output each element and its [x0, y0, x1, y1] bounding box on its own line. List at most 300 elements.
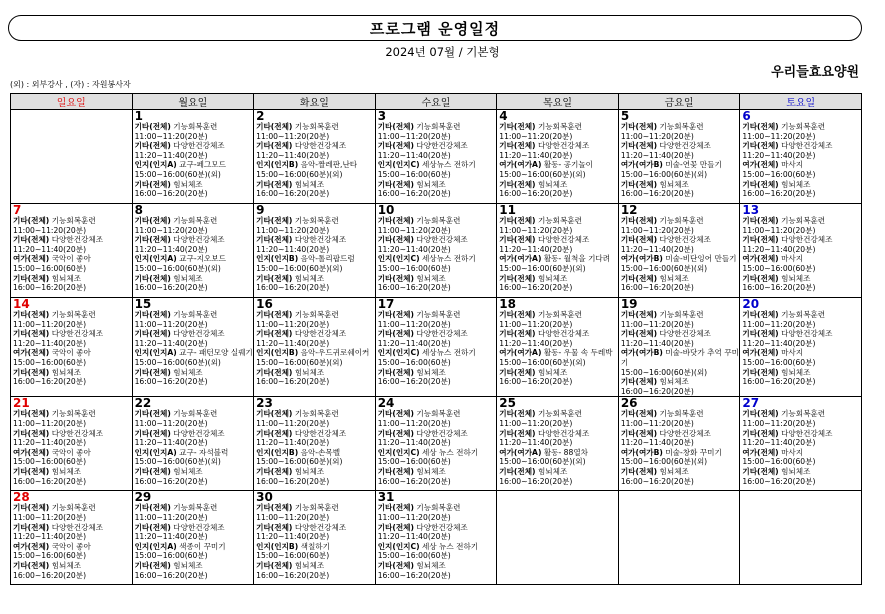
event-category: 기타(전체) [134, 310, 171, 319]
event-category: 여가(전체) [13, 447, 50, 457]
event-category: 기타(전체) [256, 179, 293, 189]
event-time: 15:00~16:00(60분)(외) [134, 263, 221, 273]
event-category: 기타(전체) [499, 310, 536, 319]
day-number: 7 [13, 203, 22, 217]
program-event [499, 448, 618, 467]
event-time: 11:20~11:40(20분) [13, 338, 87, 348]
event-name: 국악이 좋아 [51, 254, 91, 264]
program-event [378, 503, 497, 522]
event-name: 기능회복훈련 [51, 409, 96, 419]
program-event [256, 254, 375, 273]
event-time: 11:00~11:20(20분) [256, 512, 330, 522]
program-event [135, 141, 254, 160]
event-time: 16:00~16:20(20분) [499, 476, 573, 486]
event-name: 기능회복훈련 [781, 216, 826, 225]
event-time: 15:00~16:00(60분)(외) [620, 169, 708, 179]
event-name: 다양한건강체조 [537, 141, 590, 151]
event-time: 11:00~11:20(20분) [134, 225, 208, 235]
event-name: 음악-손목벨 [300, 447, 341, 457]
event-name: 기능회복훈련 [659, 409, 704, 419]
program-event [742, 467, 861, 486]
program-event [256, 310, 375, 329]
event-category: 기타(전체) [499, 466, 536, 476]
event-name: 힘뇌체조 [51, 273, 82, 283]
event-time: 15:00~16:00(60분)(외) [499, 169, 586, 179]
event-time: 16:00~16:20(20분) [13, 377, 87, 387]
legend-note: (외) : 외부강사 , (자) : 자원봉사자 [10, 80, 131, 89]
event-category: 여가(여가A) [499, 348, 542, 358]
event-name: 활동- 공기놀이 [543, 160, 594, 170]
program-event [135, 329, 254, 348]
event-category: 기타(전체) [256, 216, 293, 225]
day-cell [132, 491, 254, 585]
day-cell [132, 298, 254, 397]
day-number: 12 [620, 203, 638, 217]
event-category: 기타(전체) [134, 216, 171, 225]
event-time: 11:00~11:20(20분) [256, 225, 330, 235]
program-event [499, 122, 618, 141]
event-time: 11:00~11:20(20분) [377, 319, 451, 329]
program-event [135, 542, 254, 561]
calendar-body [11, 110, 862, 585]
event-name: 힘뇌체조 [781, 273, 811, 283]
event-category: 여가(여가B) [620, 160, 663, 170]
event-time: 11:00~11:20(20분) [742, 319, 816, 329]
event-time: 11:00~11:20(20분) [620, 319, 694, 329]
event-category: 기타(전체) [256, 409, 293, 419]
event-time: 11:00~11:20(20분) [499, 131, 573, 141]
program-event [135, 448, 254, 467]
program-event [256, 429, 375, 448]
program-event [256, 122, 375, 141]
day-number: 15 [134, 297, 152, 311]
program-event [499, 141, 618, 160]
day-cell [254, 110, 376, 204]
day-number [621, 491, 740, 503]
event-name: 다양한건강체조 [659, 235, 711, 245]
event-name: 힘뇌체조 [51, 466, 82, 476]
program-event [378, 254, 497, 273]
program-event [13, 274, 132, 293]
event-time: 11:20~11:40(20분) [742, 244, 816, 254]
program-event [256, 542, 375, 561]
program-event [256, 467, 375, 486]
program-event [621, 377, 740, 396]
program-event [13, 409, 132, 428]
event-time: 11:20~11:40(20분) [256, 150, 330, 160]
event-category: 기타(전체) [377, 310, 414, 319]
program-event [378, 448, 497, 467]
day-cell [254, 298, 376, 397]
event-category: 기타(전체) [742, 428, 779, 438]
program-event [13, 467, 132, 486]
program-event [13, 329, 132, 348]
event-time: 11:20~11:40(20분) [620, 244, 694, 254]
event-time: 11:00~11:20(20분) [620, 418, 694, 428]
event-name: 다양한건강체조 [416, 522, 468, 532]
day-cell [618, 298, 740, 397]
event-time: 11:20~11:40(20분) [256, 338, 330, 348]
day-number [13, 110, 132, 122]
event-name: 기능회복훈련 [659, 122, 704, 131]
program-event [135, 429, 254, 448]
event-category: 인지(인지C) [377, 348, 420, 358]
event-category: 기타(전체) [134, 329, 171, 339]
event-category: 기타(전체) [134, 503, 171, 513]
program-event [378, 467, 497, 486]
event-time: 11:00~11:20(20분) [742, 418, 816, 428]
event-category: 기타(전체) [377, 235, 414, 245]
event-name: 힘뇌체조 [537, 466, 568, 476]
program-event [742, 180, 861, 199]
day-cell [618, 204, 740, 298]
event-name: 마사지 [781, 348, 804, 358]
program-event [135, 348, 254, 367]
event-time: 16:00~16:20(20분) [256, 377, 330, 387]
event-category: 기타(전체) [13, 367, 50, 377]
program-event [499, 160, 618, 179]
event-name: 힘뇌체조 [173, 466, 203, 476]
day-cell [740, 204, 862, 298]
day-number: 3 [377, 109, 387, 123]
day-number: 29 [134, 490, 152, 505]
event-category: 기타(전체) [13, 560, 50, 570]
program-event [256, 141, 375, 160]
program-event [13, 368, 132, 387]
event-name: 다양한건강체조 [537, 235, 590, 245]
program-event [742, 216, 861, 235]
program-event [256, 448, 375, 467]
event-time: 15:00~16:00(60분)(외) [620, 263, 708, 273]
day-cell [497, 298, 619, 397]
event-category: 기타(전체) [742, 141, 779, 151]
weekday-header-fri: 금요일 [618, 94, 740, 110]
event-name: 다양한건강체조 [781, 141, 833, 151]
day-cell [132, 397, 254, 491]
program-event [13, 503, 132, 522]
event-category: 여가(여가A) [499, 160, 542, 170]
event-name: 기능회복훈련 [173, 503, 218, 513]
day-cell [375, 110, 497, 204]
event-category: 인지(인지A) [134, 254, 177, 264]
event-time: 15:00~16:00(60분)(외) [134, 357, 221, 367]
program-event [621, 180, 740, 199]
event-name: 색칠하기 [300, 541, 330, 551]
event-category: 여가(전체) [13, 541, 50, 551]
event-name: 세상뉴스 전하기 [421, 348, 476, 358]
event-time: 11:20~11:40(20분) [377, 244, 451, 254]
day-cell [618, 110, 740, 204]
event-category: 기타(전체) [13, 216, 50, 225]
event-category: 여가(여가A) [499, 447, 542, 457]
event-name: 기능회복훈련 [294, 310, 339, 319]
event-time: 11:20~11:40(20분) [742, 338, 816, 348]
event-category: 인지(인지A) [134, 447, 177, 457]
program-event [621, 254, 740, 273]
event-time: 15:00~16:00(60분) [134, 551, 208, 561]
event-time: 15:00~16:00(60분) [13, 263, 87, 273]
event-category: 기타(전체) [134, 522, 171, 532]
day-number [742, 491, 861, 503]
program-event [256, 348, 375, 367]
event-name: 활동- 월척을 기다려 [543, 254, 611, 264]
event-category: 기타(전체) [13, 466, 50, 476]
event-category: 인지(인지B) [256, 160, 299, 170]
event-name: 기능회복훈련 [416, 310, 461, 319]
event-time: 15:00~16:00(60분) [377, 551, 451, 561]
day-number: 4 [499, 109, 508, 123]
event-name: 다양한건강체조 [51, 428, 104, 438]
program-event [499, 409, 618, 428]
calendar-table [10, 93, 862, 585]
event-name: 국악이 좋아 [51, 447, 91, 457]
program-event [499, 429, 618, 448]
program-event [621, 448, 740, 467]
weekday-header-sat: 토요일 [740, 94, 862, 110]
event-time: 16:00~16:20(20분) [134, 570, 208, 580]
program-event [742, 310, 861, 329]
event-time: 15:00~16:00(60분) [742, 169, 816, 179]
day-number: 5 [620, 109, 630, 123]
event-name: 기능회복훈련 [173, 216, 218, 225]
event-category: 인지(인지C) [377, 541, 420, 551]
event-category: 인지(인지A) [134, 541, 177, 551]
event-time: 15:00~16:00(60분) [256, 551, 330, 561]
program-event [378, 310, 497, 329]
program-event [135, 160, 254, 179]
program-event [135, 254, 254, 273]
week-row [11, 110, 862, 204]
event-name: 기능회복훈련 [173, 310, 218, 319]
event-category: 기타(전체) [134, 560, 171, 570]
event-time: 16:00~16:20(20분) [620, 476, 694, 486]
event-category: 기타(전체) [256, 560, 293, 570]
event-name: 힘뇌체조 [781, 466, 811, 476]
event-time: 11:20~11:40(20분) [134, 338, 208, 348]
program-event [135, 310, 254, 329]
event-category: 기타(전체) [742, 367, 779, 377]
event-time: 11:00~11:20(20분) [134, 131, 208, 141]
event-time: 15:00~16:00(60분) [377, 169, 451, 179]
event-category: 기타(전체) [134, 428, 171, 438]
event-time: 11:20~11:40(20분) [499, 338, 573, 348]
event-time: 16:00~16:20(20분) [742, 377, 816, 387]
event-name: 다양한건강체조 [781, 428, 833, 438]
program-event [378, 348, 497, 367]
event-time: 11:00~11:20(20분) [256, 418, 330, 428]
event-name: 기능회복훈련 [416, 409, 461, 419]
program-event [378, 523, 497, 542]
event-time: 11:00~11:20(20분) [742, 225, 816, 235]
event-name: 다양한건강체조 [173, 141, 225, 151]
event-name: 다양한건강체조 [537, 329, 590, 339]
day-number: 9 [256, 203, 265, 217]
program-event [499, 329, 618, 348]
day-number: 28 [13, 490, 30, 505]
program-event [742, 368, 861, 387]
event-category: 기타(전체) [620, 141, 658, 151]
weekday-header-thu: 목요일 [497, 94, 619, 110]
event-name: 미술-창화 꾸미기 [665, 447, 722, 457]
event-category: 기타(전체) [256, 122, 293, 131]
event-name: 힘뇌체조 [294, 179, 325, 189]
event-name: 다양한건강체조 [659, 329, 711, 339]
event-category: 인지(인지C) [377, 447, 420, 457]
program-event [378, 141, 497, 160]
event-time: 11:00~11:20(20분) [377, 131, 451, 141]
day-number: 10 [377, 203, 395, 217]
day-cell [375, 491, 497, 585]
event-category: 여가(전체) [742, 160, 779, 170]
event-category: 기타(전체) [377, 273, 414, 283]
program-event [621, 122, 740, 141]
program-event [13, 523, 132, 542]
day-number: 2 [256, 109, 265, 123]
event-category: 기타(전체) [377, 179, 414, 189]
event-name: 기능회복훈련 [51, 216, 96, 225]
event-time: 16:00~16:20(20분) [742, 476, 816, 486]
program-event [621, 235, 740, 254]
event-name: 힘뇌체조 [659, 466, 689, 476]
day-cell [497, 204, 619, 298]
program-event [378, 429, 497, 448]
day-cell [740, 491, 862, 585]
event-category: 기타(전체) [256, 466, 293, 476]
event-category: 기타(전체) [13, 522, 50, 532]
event-time: 15:00~16:00(60분)(외) [499, 457, 586, 467]
event-time: 11:00~11:20(20분) [13, 512, 87, 522]
event-time: 11:20~11:40(20분) [499, 438, 573, 448]
event-category: 기타(전체) [620, 179, 658, 189]
event-name: 다양한건강체조 [537, 428, 590, 438]
event-name: 힘뇌체조 [537, 179, 568, 189]
day-number: 22 [134, 396, 152, 411]
event-category: 기타(전체) [742, 122, 779, 131]
page-subtitle: 2024년 07월 / 기본형 [385, 45, 500, 59]
event-time: 11:20~11:40(20분) [377, 150, 451, 160]
event-category: 기타(전체) [742, 329, 779, 339]
event-category: 기타(전체) [256, 329, 293, 339]
program-event [378, 542, 497, 561]
event-category: 기타(전체) [377, 466, 414, 476]
day-cell [11, 204, 133, 298]
event-name: 다양한건강체조 [416, 235, 468, 245]
event-time: 16:00~16:20(20분) [499, 189, 573, 199]
program-event [499, 180, 618, 199]
program-event [135, 368, 254, 387]
day-number: 11 [499, 203, 516, 217]
event-category: 기타(전체) [499, 235, 536, 245]
weekday-header-wed: 수요일 [375, 94, 497, 110]
day-cell [11, 298, 133, 397]
event-name: 기능회복훈련 [781, 310, 826, 319]
day-number: 25 [499, 396, 516, 411]
event-time: 11:00~11:20(20분) [256, 319, 330, 329]
day-number: 21 [13, 396, 30, 411]
day-cell [375, 397, 497, 491]
event-name: 다양한건강체조 [294, 329, 347, 339]
event-category: 기타(전체) [377, 428, 414, 438]
event-category: 기타(전체) [620, 428, 658, 438]
day-cell [497, 110, 619, 204]
day-cell [740, 110, 862, 204]
event-name: 힘뇌체조 [294, 367, 325, 377]
day-number: 24 [377, 396, 395, 411]
event-time: 11:20~11:40(20분) [256, 532, 330, 542]
day-number: 16 [256, 297, 273, 311]
event-category: 기타(전체) [134, 273, 171, 283]
event-time: 16:00~16:20(20분) [377, 476, 451, 486]
event-name: 힘뇌체조 [781, 367, 811, 377]
event-category: 기타(전체) [620, 466, 658, 476]
event-time: 11:20~11:40(20분) [620, 438, 694, 448]
program-event [135, 216, 254, 235]
event-time: 15:00~16:00(60분)(외) [256, 169, 343, 179]
event-name: 다양한건강체조 [173, 522, 225, 532]
event-time: 16:00~16:20(20분) [256, 283, 330, 293]
program-event [378, 368, 497, 387]
event-time: 15:00~16:00(60분) [742, 457, 816, 467]
event-category: 기타(전체) [499, 273, 536, 283]
event-category: 기타(전체) [134, 466, 171, 476]
program-event [742, 348, 861, 367]
event-time: 11:00~11:20(20분) [499, 418, 573, 428]
event-category: 기타(전체) [256, 235, 293, 245]
weekday-header-tue: 화요일 [254, 94, 376, 110]
event-time: 11:00~11:20(20분) [13, 225, 87, 235]
event-category: 기타(전체) [377, 522, 414, 532]
day-number: 17 [377, 297, 395, 311]
event-name: 마사지 [781, 447, 804, 457]
weekday-header-mon: 월요일 [132, 94, 254, 110]
event-category: 여가(전체) [13, 348, 50, 358]
event-time: 11:00~11:20(20분) [134, 319, 208, 329]
day-cell [740, 298, 862, 397]
event-category: 기타(전체) [742, 310, 779, 319]
program-event [499, 254, 618, 273]
event-name: 기능회복훈련 [51, 310, 96, 319]
event-time: 11:00~11:20(20분) [620, 225, 694, 235]
event-name: 국악이 좋아 [51, 348, 91, 358]
event-name: 미술-연꽃 만들기 [665, 160, 722, 170]
event-time: 11:20~11:40(20분) [13, 532, 87, 542]
event-time: 11:20~11:40(20분) [620, 150, 694, 160]
event-name: 세상뉴스 전하기 [421, 254, 476, 264]
event-time: 11:20~11:40(20분) [499, 150, 573, 160]
day-number: 30 [256, 490, 273, 505]
event-name: 기능회복훈련 [416, 216, 461, 225]
program-event [621, 141, 740, 160]
program-event [742, 160, 861, 179]
event-category: 여가(여가B) [620, 348, 663, 358]
program-event [13, 310, 132, 329]
event-time: 16:00~16:20(20분) [377, 377, 451, 387]
event-category: 여가(전체) [13, 254, 50, 264]
program-event [499, 368, 618, 387]
event-time: 16:00~16:20(20분) [13, 283, 87, 293]
event-time: 11:20~11:40(20분) [377, 338, 451, 348]
event-name: 힘뇌체조 [416, 179, 446, 189]
event-name: 기능회복훈련 [173, 122, 218, 131]
event-name: 다양한건강체조 [173, 329, 225, 339]
event-category: 기타(전체) [742, 466, 779, 476]
event-name: 힘뇌체조 [659, 179, 689, 189]
event-name: 음악-짤레판,난타 [300, 160, 358, 170]
event-name: 힘뇌체조 [294, 560, 325, 570]
event-category: 여가(전체) [742, 348, 779, 358]
event-name: 미술-비단잉어 만들기 [665, 254, 737, 264]
program-event [378, 274, 497, 293]
